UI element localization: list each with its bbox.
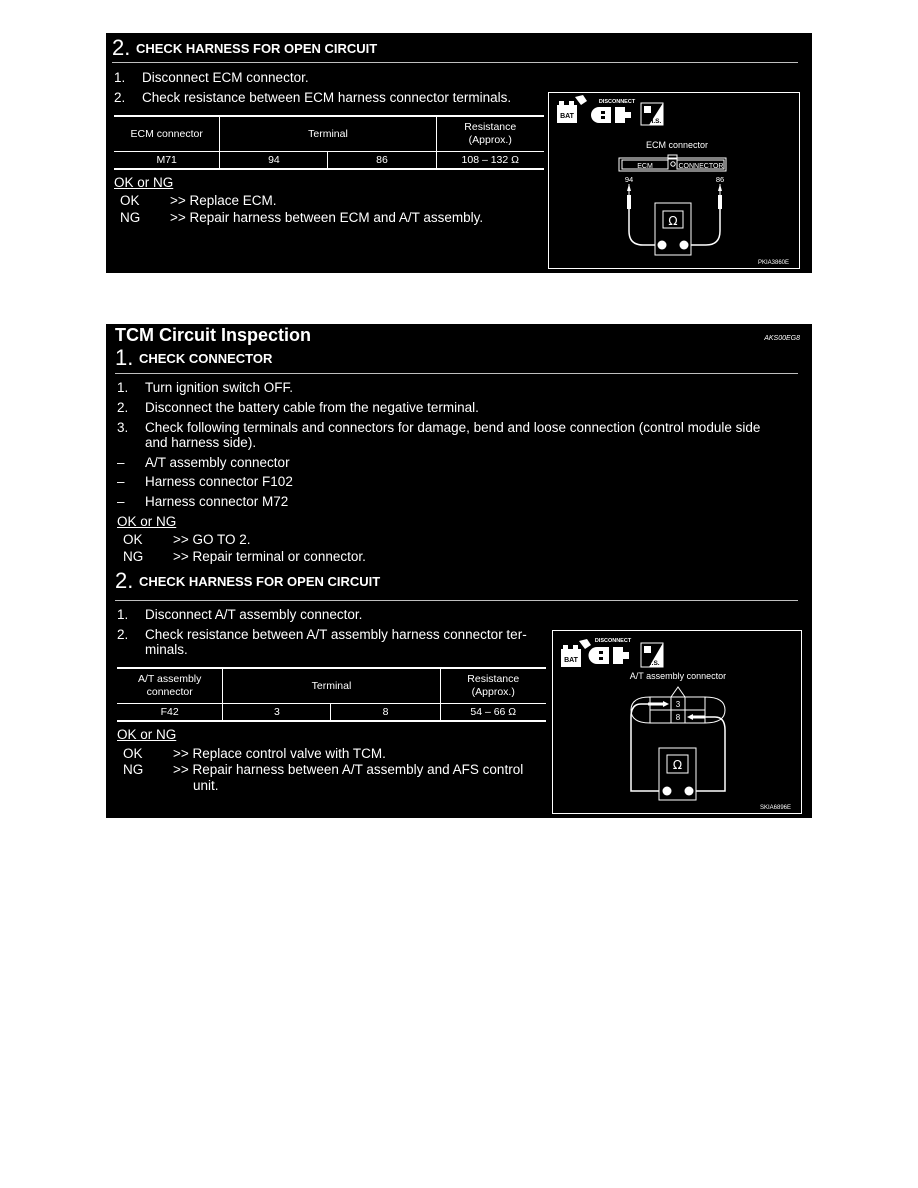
svg-text:Ω: Ω	[672, 758, 683, 772]
tcm-circuit-inspection-panel	[106, 324, 812, 818]
step-heading: 1. CHECK CONNECTOR	[115, 345, 273, 370]
disconnect-icon	[591, 99, 636, 123]
step-item: 1. Disconnect ECM connector.	[114, 70, 309, 85]
svg-text:DISCONNECT: DISCONNECT	[594, 638, 632, 644]
step-heading: 2. CHECK HARNESS FOR OPEN CIRCUIT	[115, 568, 381, 593]
list-item: – A/T assembly connector	[117, 455, 290, 470]
ok-or-ng-label: OK or NG	[117, 514, 177, 529]
step-item-continued: and harness side).	[145, 435, 257, 450]
resistance-table: A/T assembly connector Terminal Resistance (Approx.) F42 3 8 54 – 66 Ω	[117, 667, 546, 722]
divider	[115, 600, 798, 601]
reference-code: AKS00EG8	[764, 335, 800, 342]
ok-or-ng-label: OK or NG	[114, 175, 174, 190]
divider	[115, 373, 798, 374]
svg-text:BAT: BAT	[560, 113, 574, 120]
ohmmeter-icon	[659, 748, 696, 800]
result-ng: NG >> Repair harness between A/T assembly and AFS control	[123, 762, 524, 777]
ecm-connector	[619, 155, 726, 171]
step-item-continued: minals.	[145, 642, 188, 657]
ts-tool-icon	[641, 643, 663, 667]
ecm-connector-figure	[548, 92, 800, 269]
result-ok: OK >> GO TO 2.	[123, 532, 251, 547]
figure-code: SKIA6896E	[759, 805, 791, 811]
result-ng-continued: unit.	[193, 778, 219, 793]
result-ok: OK >> Replace ECM.	[120, 193, 277, 208]
step-item: 1. Disconnect A/T assembly connector.	[117, 607, 363, 622]
section-title: TCM Circuit Inspection	[115, 325, 312, 345]
ecm-diagram	[549, 93, 799, 268]
svg-text:H.S.: H.S.	[648, 118, 662, 125]
pin-3-label: 3	[675, 700, 681, 709]
pin-8-label: 8	[675, 713, 681, 722]
ok-or-ng-label: OK or NG	[117, 727, 177, 742]
step-item: 3. Check following terminals and connectors for damage, bend and loose connection (control module side	[117, 420, 761, 435]
terminal-94-label: 94	[624, 175, 634, 184]
terminal-86-label: 86	[715, 175, 725, 184]
disconnect-icon	[589, 638, 632, 664]
svg-text:BAT: BAT	[564, 657, 578, 664]
list-item: – Harness connector M72	[117, 494, 289, 509]
connector-caption: ECM connector	[645, 140, 709, 150]
at-assembly-connector-figure	[552, 630, 802, 814]
result-ng: NG >> Repair harness between ECM and A/T assembly.	[120, 210, 484, 225]
ohmmeter-icon	[655, 203, 691, 255]
step-item: 2. Check resistance between ECM harness connector terminals.	[114, 90, 512, 105]
at-assembly-diagram	[553, 631, 801, 813]
divider	[112, 62, 798, 63]
figure-code: PKIA3860E	[757, 260, 789, 266]
step-item: 2. Check resistance between A/T assembly harness connector ter-	[117, 627, 527, 642]
step-item: 2. Disconnect the battery cable from the negative terminal.	[117, 400, 479, 415]
svg-text:T.S.: T.S.	[648, 660, 660, 667]
svg-text:Ω: Ω	[668, 214, 678, 228]
result-ok: OK >> Replace control valve with TCM.	[123, 746, 386, 761]
hs-tool-icon	[641, 103, 663, 125]
result-ng: NG >> Repair terminal or connector.	[123, 549, 366, 564]
svg-text:ECM: ECM	[637, 163, 653, 170]
step-item: 1. Turn ignition switch OFF.	[117, 380, 294, 395]
step-heading: 2. CHECK HARNESS FOR OPEN CIRCUIT	[112, 35, 378, 60]
battery-icon	[561, 639, 591, 667]
resistance-table: ECM connector Terminal Resistance (Approx.) M71 94 86 108 – 132 Ω	[114, 115, 544, 170]
svg-text:DISCONNECT: DISCONNECT	[598, 99, 636, 105]
connector-caption: A/T assembly connector	[629, 671, 727, 681]
svg-text:CONNECTOR: CONNECTOR	[678, 163, 724, 170]
list-item: – Harness connector F102	[117, 474, 293, 489]
harness-open-circuit-panel	[106, 33, 812, 273]
battery-icon	[557, 95, 587, 123]
